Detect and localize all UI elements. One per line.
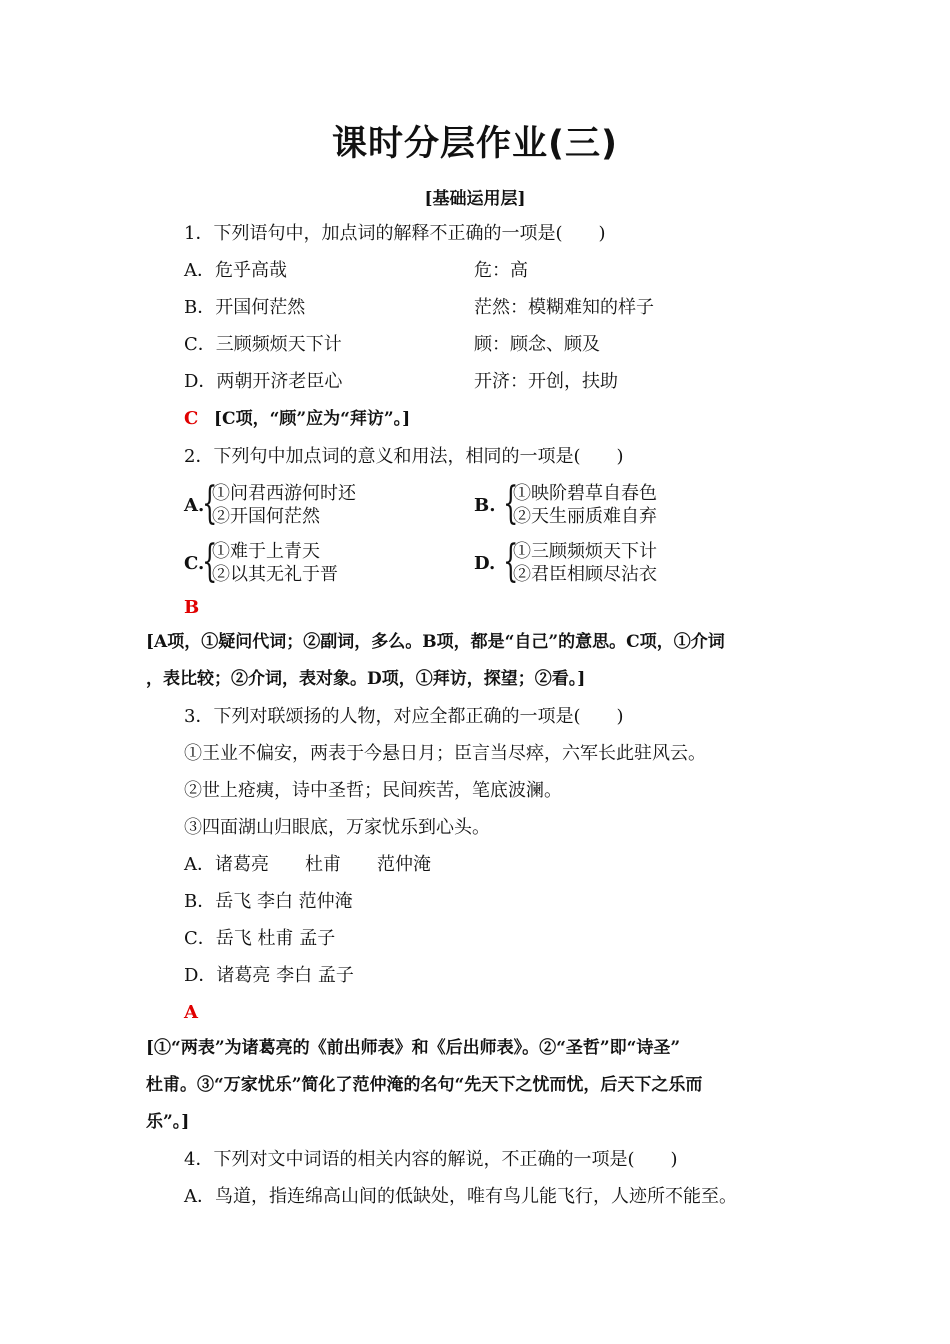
q1-option-a: A．危乎高哉: [184, 260, 287, 281]
q2-explanation-line-2: ，表比较；②介词，表对象。D项，①拜访，探望；②看。]: [146, 669, 586, 689]
page-title: 课时分层作业(三): [332, 124, 618, 164]
q2-option-b-first: ①映阶碧草自春色: [513, 483, 657, 504]
question-1-stem: 1．下列语句中，加点词的解释不正确的一项是( ): [184, 223, 606, 244]
q1-option-c-gloss: 顾：顾念、顾及: [474, 334, 600, 355]
q2-explanation-line-1: [A项，①疑问代词；②副词，多么。B项，都是“自己”的意思。C项，①介词: [146, 632, 725, 652]
q2-option-b-second: ②天生丽质难自弃: [513, 506, 657, 527]
brace-icon: {: [503, 536, 519, 587]
q3-couplet-1: ①王业不偏安，两表于今悬日月；臣言当尽瘁，六军长此驻风云。: [184, 743, 706, 764]
q1-option-d-gloss: 开济：开创，扶助: [474, 371, 618, 392]
q1-explanation: [C项，“顾”应为“拜访”。]: [214, 409, 411, 429]
q1-option-d: D．两朝开济老臣心: [184, 371, 343, 392]
brace-icon: {: [202, 536, 218, 587]
q2-option-a-second: ②开国何茫然: [212, 506, 320, 527]
q2-answer: B: [184, 597, 200, 618]
question-2-stem: 2．下列句中加点词的意义和用法，相同的一项是( ): [184, 446, 624, 467]
q3-option-d: D．诸葛亮 李白 孟子: [184, 965, 354, 986]
q2-option-b-label: B.: [474, 495, 496, 516]
q3-option-a: A．诸葛亮 杜甫 范仲淹: [184, 854, 431, 875]
brace-icon: {: [503, 478, 519, 529]
q4-option-a: A．鸟道，指连绵高山间的低缺处，唯有鸟儿能飞行，人迹所不能至。: [184, 1186, 737, 1207]
q3-option-c: C．岳飞 杜甫 孟子: [184, 928, 336, 949]
q3-couplet-3: ③四面湖山归眼底，万家忧乐到心头。: [184, 817, 490, 838]
q2-option-d-label: D.: [474, 553, 496, 574]
q1-answer: C: [184, 408, 199, 429]
q2-option-d-second: ②君臣相顾尽沾衣: [513, 564, 657, 585]
q2-option-a-first: ①问君西游何时还: [212, 483, 356, 504]
q2-option-d-first: ①三顾频烦天下计: [513, 541, 657, 562]
q3-explanation-line-2: 杜甫。③“万家忧乐”简化了范仲淹的名句“先天下之忧而忧，后天下之乐而: [146, 1075, 703, 1095]
question-3-stem: 3．下列对联颂扬的人物，对应全都正确的一项是( ): [184, 706, 624, 727]
q1-option-b-gloss: 茫然：模糊难知的样子: [474, 297, 654, 318]
question-4-stem: 4．下列对文中词语的相关内容的解说，不正确的一项是( ): [184, 1149, 678, 1170]
q3-option-b: B．岳飞 李白 范仲淹: [184, 891, 353, 912]
q3-explanation-line-3: 乐”。]: [146, 1112, 190, 1132]
q3-couplet-2: ②世上疮痍，诗中圣哲；民间疾苦，笔底波澜。: [184, 780, 562, 801]
q2-option-c-second: ②以其无礼于晋: [212, 564, 338, 585]
q2-option-a-label: A.: [184, 495, 205, 516]
q1-option-b: B．开国何茫然: [184, 297, 306, 318]
q3-answer: A: [184, 1002, 198, 1023]
brace-icon: {: [202, 478, 218, 529]
q1-option-c: C．三顾频烦天下计: [184, 334, 342, 355]
q2-option-c-first: ①难于上青天: [212, 541, 320, 562]
q3-explanation-line-1: [①“两表”为诸葛亮的《前出师表》和《后出师表》。②“圣哲”即“诗圣”: [146, 1038, 681, 1058]
q1-option-a-gloss: 危：高: [474, 260, 528, 281]
q2-option-c-label: C.: [184, 553, 205, 574]
section-heading: [基础运用层]: [424, 189, 526, 209]
